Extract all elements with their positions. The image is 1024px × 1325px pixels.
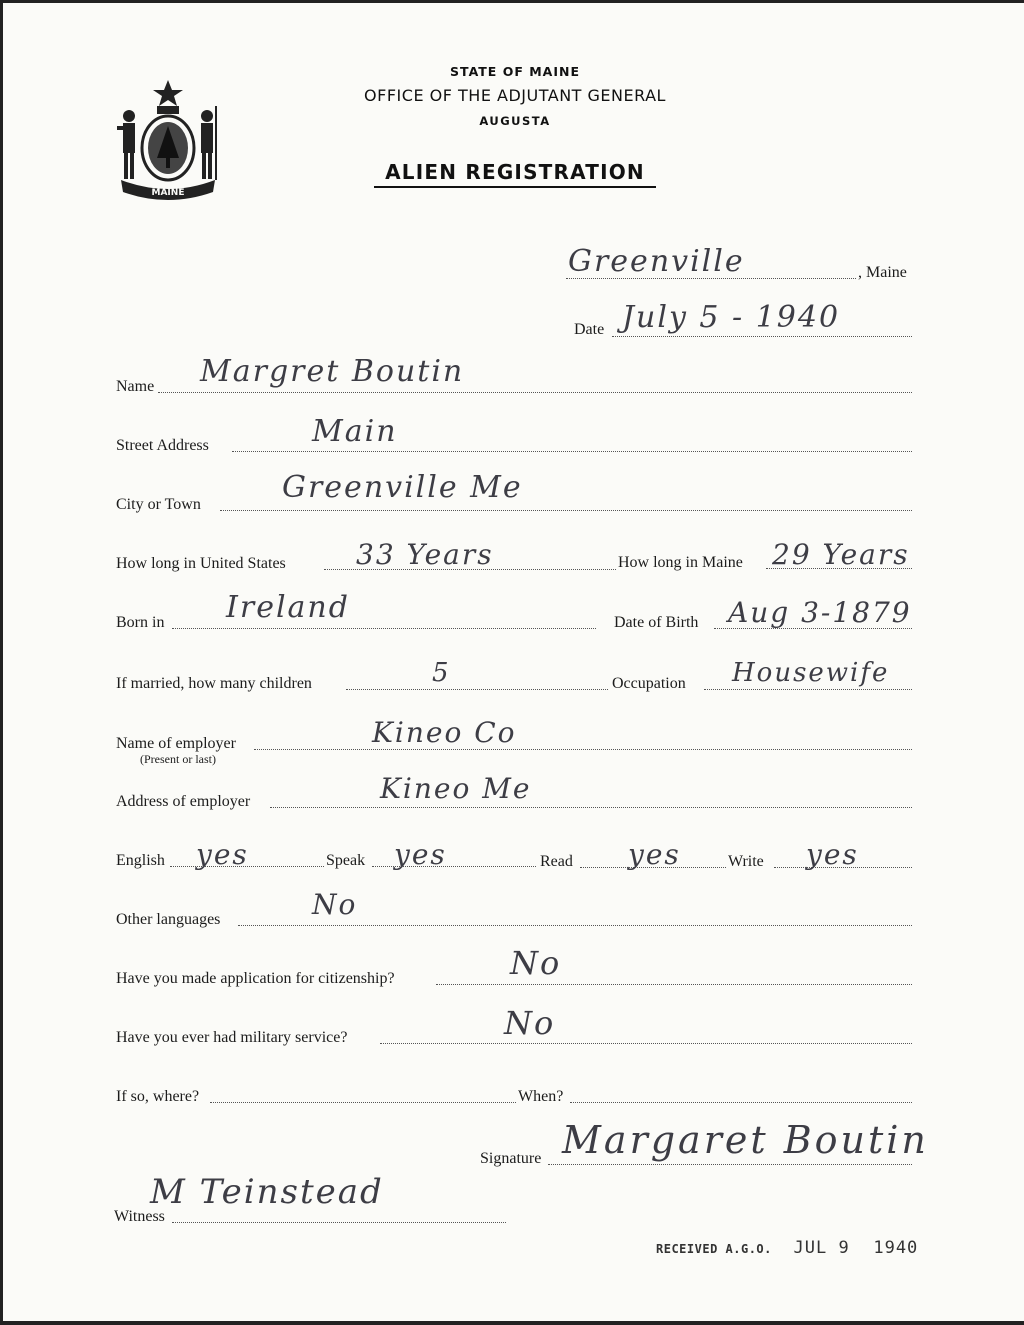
signature-label: Signature xyxy=(480,1150,542,1167)
how-long-maine-value: 29 Years xyxy=(772,538,910,571)
stamp-received-text: RECEIVED A.G.O. xyxy=(656,1242,772,1256)
witness-label: Witness xyxy=(114,1208,165,1225)
occupation-label: Occupation xyxy=(612,675,686,692)
born-in-line xyxy=(172,628,596,629)
when-label: When? xyxy=(518,1088,564,1105)
witness-value: M Teinstead xyxy=(150,1172,384,1212)
how-long-maine-label: How long in Maine xyxy=(618,554,743,571)
children-line xyxy=(346,689,608,690)
city-label: City or Town xyxy=(116,496,201,513)
seal-banner-text: MAINE xyxy=(151,188,185,198)
city-value: Greenville Me xyxy=(282,470,523,505)
header-city: AUGUSTA xyxy=(479,114,551,128)
read-value: yes xyxy=(628,838,681,871)
scan-border-bottom xyxy=(0,1321,1024,1325)
if-so-where-line xyxy=(210,1102,516,1103)
read-label: Read xyxy=(540,853,573,870)
write-value: yes xyxy=(806,838,859,871)
how-long-us-value: 33 Years xyxy=(356,538,494,571)
citizenship-value: No xyxy=(510,944,562,982)
born-in-label: Born in xyxy=(116,614,165,631)
military-value: No xyxy=(504,1004,556,1042)
other-languages-value: No xyxy=(312,888,358,921)
english-value: yes xyxy=(196,838,249,871)
english-label: English xyxy=(116,852,165,869)
received-stamp xyxy=(656,1238,918,1258)
other-languages-label: Other languages xyxy=(116,911,221,928)
employer-address-label: Address of employer xyxy=(116,793,251,810)
street-address-line xyxy=(232,451,912,452)
witness-line xyxy=(172,1222,506,1223)
employer-name-line xyxy=(254,749,912,750)
other-languages-line xyxy=(238,925,912,926)
header-state: STATE OF MAINE xyxy=(450,64,580,79)
street-address-label: Street Address xyxy=(116,437,209,454)
date-label: Date xyxy=(574,321,605,338)
signature-line xyxy=(548,1164,912,1165)
speak-label: Speak xyxy=(326,852,366,869)
employer-name-note: (Present or last) xyxy=(140,752,216,766)
how-long-us-label: How long in United States xyxy=(116,555,286,572)
header-office: OFFICE OF THE ADJUTANT GENERAL xyxy=(364,86,666,105)
when-line xyxy=(570,1102,912,1103)
signature-value: Margaret Boutin xyxy=(562,1118,929,1162)
employer-name-label: Name of employer xyxy=(116,735,236,752)
title-underline xyxy=(374,186,656,188)
date-of-birth-label: Date of Birth xyxy=(614,614,699,631)
city-line xyxy=(220,510,912,511)
town-value: Greenville xyxy=(568,244,745,279)
date-of-birth-value: Aug 3-1879 xyxy=(728,596,912,629)
citizenship-label: Have you made application for citizenship? xyxy=(116,970,395,987)
employer-name-value: Kineo Co xyxy=(372,716,517,749)
maine-label: , Maine xyxy=(858,264,907,281)
military-line xyxy=(380,1043,912,1044)
name-label: Name xyxy=(116,378,155,395)
date-line xyxy=(612,336,912,337)
occupation-value: Housewife xyxy=(732,658,890,688)
stamp-year: 1940 xyxy=(873,1238,919,1258)
born-in-value: Ireland xyxy=(226,590,350,625)
maine-state-seal xyxy=(113,76,223,206)
employer-address-value: Kineo Me xyxy=(380,772,532,805)
date-value: July 5 - 1940 xyxy=(622,300,841,335)
street-address-value: Main xyxy=(312,414,398,449)
stamp-date: JUL 9 xyxy=(793,1238,850,1258)
speak-value: yes xyxy=(394,838,447,871)
occupation-line xyxy=(704,689,912,690)
military-label: Have you ever had military service? xyxy=(116,1029,348,1046)
citizenship-line xyxy=(436,984,912,985)
form-title: ALIEN REGISTRATION xyxy=(385,160,645,184)
children-label: If married, how many children xyxy=(116,675,312,692)
employer-address-line xyxy=(270,807,912,808)
name-line xyxy=(158,392,912,393)
write-label: Write xyxy=(728,853,764,870)
if-so-where-label: If so, where? xyxy=(116,1088,200,1105)
scan-border-left xyxy=(0,0,3,1325)
children-value: 5 xyxy=(432,658,451,688)
scan-border-top xyxy=(0,0,1024,3)
name-value: Margret Boutin xyxy=(200,354,465,389)
